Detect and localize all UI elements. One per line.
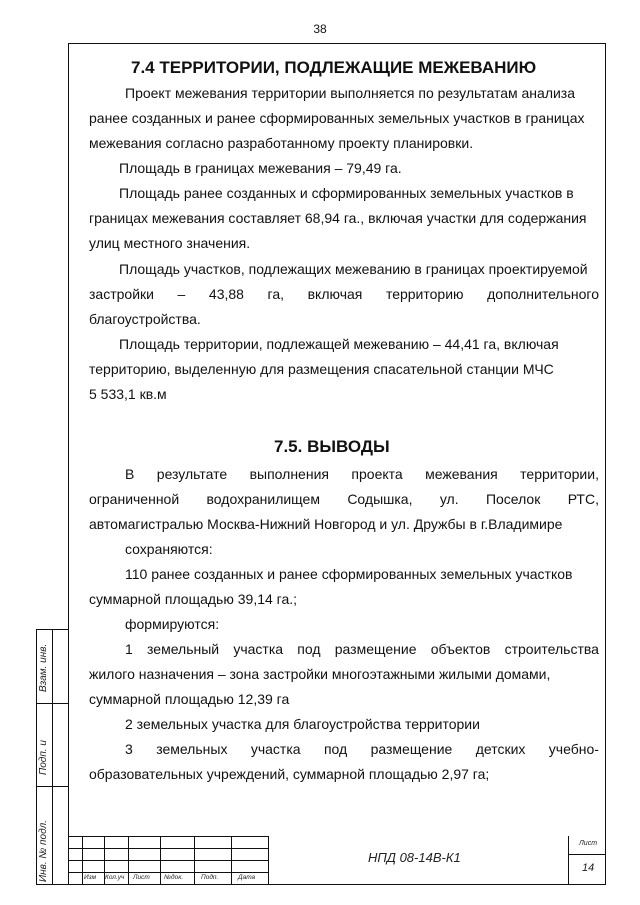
- section-7-5-title: 7.5. ВЫВОДЫ: [274, 437, 390, 456]
- text-line: 110 ранее созданных и ранее сформированных земельных участков: [125, 566, 573, 582]
- text-line: Площадь территории, подлежащей межеванию – 44,41 га, включая: [119, 336, 559, 352]
- text-line: межевания согласно разработанному проекту планировки.: [89, 135, 474, 151]
- text-line: благоустройства.: [89, 311, 201, 327]
- header-podp: Подп.: [201, 874, 219, 881]
- text-line: границах межевания составляет 68,94 га., включая участки для содержания: [89, 210, 587, 226]
- inv-podl-label: Инв. № подл.: [38, 819, 49, 882]
- text-line: Проект межевания территории выполняется по результатам анализа: [125, 85, 576, 101]
- text-line: образовательных учреждений, суммарной площадью 2,97 га;: [89, 766, 490, 782]
- text-line-justified: застройки – 43,88 га, включая территорию дополнительного: [89, 286, 599, 302]
- text-line-justified: ограниченной водохранилищем Содышка, ул. Поселок РТС,: [89, 491, 599, 507]
- text-line: суммарной площадью 12,39 га: [89, 691, 290, 707]
- doc-code: НПД 08-14В-К1: [368, 850, 461, 865]
- page-number: 38: [313, 22, 327, 36]
- header-kol-uch: Кол.уч: [105, 874, 125, 881]
- text-line-justified: 1 земельный участка под размещение объектов строительства: [125, 641, 599, 657]
- text-line: формируются:: [125, 616, 220, 632]
- text-line: суммарной площадью 39,14 га.;: [89, 591, 298, 607]
- text-line: 2 земельных участка для благоустройства территории: [125, 716, 480, 732]
- section-7-4-title: 7.4 ТЕРРИТОРИИ, ПОДЛЕЖАЩИЕ МЕЖЕВАНИЮ: [131, 58, 537, 77]
- text-line: Площадь ранее созданных и сформированных земельных участков в: [119, 185, 574, 201]
- header-izm: Изм: [84, 874, 97, 881]
- vzam-inv-label: Взам. инв.: [38, 643, 49, 692]
- text-line: улиц местного значения.: [89, 235, 251, 251]
- text-line: жилого назначения – зона застройки многоэтажными жилыми домами,: [89, 666, 551, 682]
- sheet-label: Лист: [579, 840, 598, 847]
- sheet-number: 14: [582, 862, 595, 874]
- side-stamp-rule: [36, 703, 68, 704]
- text-line: территорию, выделенную для размещения спасательной станции МЧС: [89, 361, 554, 377]
- podp-data-label: Подп. и: [38, 740, 49, 775]
- text-line: автомагистралью Москва-Нижний Новгород и ул. Дружбы в г.Владимире: [89, 516, 563, 532]
- text-line: 5 533,1 кв.м: [89, 386, 167, 402]
- text-line-justified: В результате выполнения проекта межевания территории,: [125, 466, 599, 482]
- title-block: [68, 836, 606, 885]
- header-list: Лист: [133, 874, 150, 881]
- header-data: Дата: [238, 874, 256, 881]
- text-line: Площадь в границах межевания – 79,49 га.: [119, 160, 402, 176]
- text-line-justified: 3 земельных участка под размещение детских учебно-: [125, 741, 599, 757]
- text-line: сохраняются:: [125, 541, 213, 557]
- text-line: ранее созданных и ранее сформированных земельных участков в границах: [89, 110, 585, 126]
- text-line: Площадь участков, подлежащих межеванию в границах проектируемой: [119, 261, 588, 277]
- side-stamp-rule: [36, 786, 68, 787]
- header-n-dok: №док.: [164, 874, 184, 881]
- side-stamp-divider: [52, 629, 69, 885]
